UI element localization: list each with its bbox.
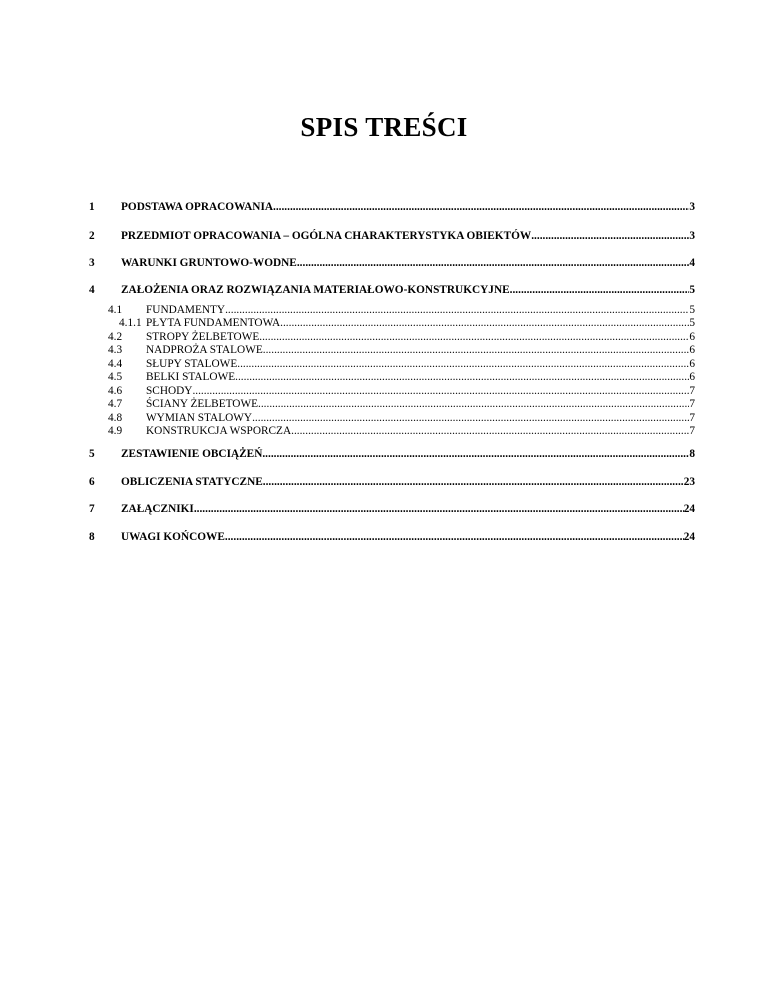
toc-entry-body	[146, 384, 695, 398]
toc-entry-body	[146, 303, 695, 317]
toc-entry-4-2[interactable]	[0, 330, 768, 344]
toc-entry-page[interactable]: 7	[689, 425, 695, 437]
toc-entry-label[interactable]: ZAŁOŻENIA ORAZ ROZWIĄZANIA MATERIAŁOWO-KONSTRUKCYJNE	[121, 284, 510, 296]
toc-entry-3[interactable]	[0, 256, 768, 270]
toc-entry-body	[121, 283, 695, 297]
toc-entry-number: 8	[89, 531, 95, 543]
toc-entry-body	[121, 256, 695, 270]
toc-entry-label[interactable]: ŚCIANY ŻELBETOWE	[146, 398, 259, 410]
toc-entry-page[interactable]: 23	[683, 476, 695, 488]
toc-leader-dots	[225, 530, 684, 544]
toc-entry-body	[146, 424, 695, 438]
page-title: SPIS TREŚCI	[300, 112, 468, 142]
toc-entry-body	[146, 316, 695, 330]
toc-entry-number: 4.9	[108, 425, 123, 437]
toc-entry-body	[146, 397, 695, 411]
toc-entry-number: 3	[89, 257, 95, 269]
toc-entry-label[interactable]: BELKI STALOWE	[146, 371, 236, 383]
toc-entry-page[interactable]: 7	[689, 398, 695, 410]
toc-entry-body	[146, 370, 695, 384]
toc-leader-dots	[194, 502, 684, 516]
toc-entry-label[interactable]: FUNDAMENTY	[146, 304, 226, 316]
toc-entry-label[interactable]: SŁUPY STALOWE	[146, 358, 238, 370]
toc-entry-number: 4.7	[108, 398, 123, 410]
toc-entry-7[interactable]	[0, 502, 768, 516]
toc-entry-body	[146, 411, 695, 425]
toc-entry-label[interactable]: UWAGI KOŃCOWE	[121, 531, 225, 543]
toc-entry-number: 4.2	[108, 331, 123, 343]
toc-entry-page[interactable]: 7	[689, 412, 695, 424]
toc-entry-label[interactable]: WARUNKI GRUNTOWO-WODNE	[121, 257, 297, 269]
toc-entry-5[interactable]	[0, 447, 768, 461]
toc-leader-dots	[235, 370, 689, 384]
toc-entry-6[interactable]	[0, 475, 768, 489]
toc-entry-number: 4.5	[108, 371, 123, 383]
toc-entry-body	[146, 357, 695, 371]
toc-entry-4-8[interactable]	[0, 411, 768, 425]
toc-entry-body	[121, 502, 695, 516]
toc-leader-dots	[262, 447, 689, 461]
toc-entry-page[interactable]: 6	[689, 358, 695, 370]
toc-entry-page[interactable]: 8	[689, 448, 695, 460]
toc-leader-dots	[510, 283, 690, 297]
toc-entry-page[interactable]: 3	[689, 201, 695, 213]
toc-entry-label[interactable]: ZESTAWIENIE OBCIĄŻEŃ	[121, 448, 263, 460]
toc-entry-page[interactable]: 6	[689, 371, 695, 383]
toc-leader-dots	[280, 316, 689, 330]
toc-leader-dots	[531, 229, 689, 243]
toc-entry-label[interactable]: SCHODY	[146, 385, 193, 397]
toc-entry-number: 1	[89, 201, 95, 213]
toc-entry-label[interactable]: STROPY ŻELBETOWE	[146, 331, 260, 343]
toc-entry-page[interactable]: 4	[689, 257, 695, 269]
toc-entry-page[interactable]: 3	[689, 230, 695, 242]
toc-leader-dots	[263, 343, 690, 357]
toc-entry-label[interactable]: NADPROŻA STALOWE	[146, 344, 263, 356]
toc-entry-number: 4.4	[108, 358, 123, 370]
toc-leader-dots	[237, 357, 689, 371]
toc-entry-body	[121, 530, 695, 544]
toc-entry-number: 4.1	[108, 304, 123, 316]
toc-entry-2[interactable]	[0, 229, 768, 243]
toc-entry-label[interactable]: OBLICZENIA STATYCZNE	[121, 476, 263, 488]
toc-entry-body	[121, 200, 695, 214]
toc-entry-number: 7	[89, 503, 95, 515]
toc-entry-page[interactable]: 6	[689, 344, 695, 356]
toc-entry-label[interactable]: PRZEDMIOT OPRACOWANIA – OGÓLNA CHARAKTERYSTYKA OBIEKTÓW	[121, 230, 532, 242]
toc-entry-page[interactable]: 5	[689, 284, 695, 296]
toc-entry-body	[146, 330, 695, 344]
toc-entry-body	[121, 447, 695, 461]
toc-leader-dots	[258, 397, 689, 411]
toc-entry-label[interactable]: KONSTRUKCJA WSPORCZA	[146, 425, 292, 437]
toc-entry-4-9[interactable]	[0, 424, 768, 438]
toc-entry-number: 4.8	[108, 412, 123, 424]
toc-leader-dots	[297, 256, 689, 270]
toc-entry-number: 6	[89, 476, 95, 488]
toc-entry-label[interactable]: PŁYTA FUNDAMENTOWA	[146, 317, 281, 329]
toc-entry-4-1[interactable]	[0, 303, 768, 317]
toc-entry-page[interactable]: 24	[683, 503, 695, 515]
toc-entry-4-4[interactable]	[0, 357, 768, 371]
toc-entry-body	[121, 475, 695, 489]
toc-entry-4-1-1[interactable]	[0, 316, 768, 330]
toc-leader-dots	[263, 475, 684, 489]
toc-entry-4-6[interactable]	[0, 384, 768, 398]
toc-entry-8[interactable]	[0, 530, 768, 544]
toc-entry-4-5[interactable]	[0, 370, 768, 384]
toc-entry-page[interactable]: 5	[689, 304, 695, 316]
toc-entry-body	[121, 229, 695, 243]
toc-leader-dots	[252, 411, 689, 425]
toc-entry-4-3[interactable]	[0, 343, 768, 357]
toc-entry-page[interactable]: 24	[683, 531, 695, 543]
toc-entry-number: 4.3	[108, 344, 123, 356]
toc-entry-number: 2	[89, 230, 95, 242]
toc-leader-dots	[259, 330, 689, 344]
toc-leader-dots	[291, 424, 689, 438]
toc-entry-number: 4	[89, 284, 95, 296]
toc-leader-dots	[192, 384, 689, 398]
toc-leader-dots	[225, 303, 689, 317]
toc-entry-body	[146, 343, 695, 357]
toc-entry-page[interactable]: 7	[689, 385, 695, 397]
toc-entry-1[interactable]	[0, 200, 768, 214]
toc-leader-dots	[273, 200, 689, 214]
toc-entry-label[interactable]: WYMIAN STALOWY	[146, 412, 253, 424]
toc-entry-page[interactable]: 6	[689, 331, 695, 343]
toc-entry-4-7[interactable]	[0, 397, 768, 411]
toc-entry-label[interactable]: PODSTAWA OPRACOWANIA	[121, 201, 273, 213]
toc-entry-number: 4.6	[108, 385, 123, 397]
toc-entry-number: 5	[89, 448, 95, 460]
toc-entry-label[interactable]: ZAŁĄCZNIKI	[121, 503, 194, 515]
toc-entry-number: 4.1.1	[119, 317, 142, 329]
toc-entry-page[interactable]: 5	[689, 317, 695, 329]
toc-entry-4[interactable]	[0, 283, 768, 297]
